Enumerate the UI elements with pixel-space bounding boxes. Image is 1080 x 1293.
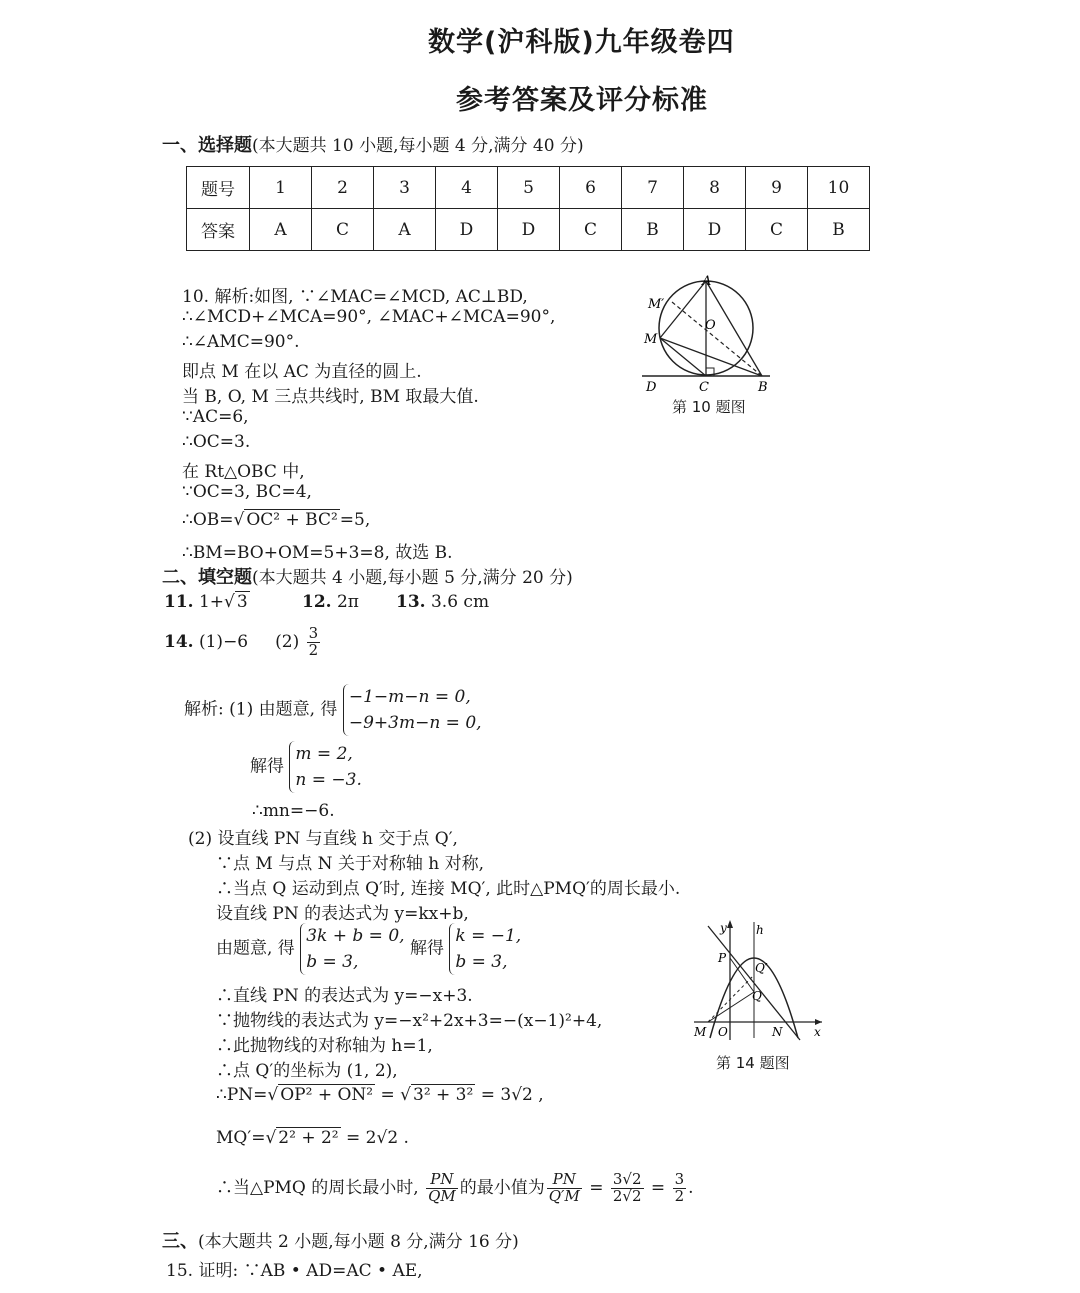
fraction-result [673,1172,687,1205]
label-m: M [644,332,658,347]
eq-line: n = −3. [295,770,362,790]
mq-radicand: 2² + 2² [278,1128,339,1148]
mq-end: = 2√2 . [346,1128,409,1148]
section3-title: 三、 [162,1231,198,1252]
q14-part1 [184,684,482,736]
q10-line: ∴OC=3. [182,432,251,452]
system-2 [300,923,404,975]
line-mc [660,338,706,376]
q14-line: 设直线 PN 的表达式为 y=kx+b, [216,904,469,924]
answer-13-number: 13. [396,592,426,612]
table-cell: 4 [436,167,498,209]
pn-end: = 3√2 , [480,1085,544,1105]
table-cell: D [436,209,498,251]
section1-heading [162,131,584,157]
table-cell: 3 [374,167,436,209]
figure-14 [690,918,830,1043]
final-prefix: ∴当△PMQ 的周长最小时, [216,1177,419,1198]
answer-14-part1: (1)−6 [198,631,249,652]
section2-heading [162,563,573,589]
q14-solution-1 [250,741,362,793]
document-subtitle: 参考答案及评分标准 [456,85,708,116]
q14-line: ∴直线 PN 的表达式为 y=−x+3. [216,986,473,1006]
table-cell: 1 [250,167,312,209]
fraction-numerator: 3√2 [612,1170,642,1188]
table-cell: D [684,209,746,251]
q14-final-line [216,1172,694,1205]
q10-line: ∴BM=BO+OM=5+3=8, 故选 B. [182,543,453,563]
y-axis-arrow [727,920,733,928]
label-o: O [718,1025,728,1039]
table-cell: 10 [808,167,870,209]
section3-heading [162,1227,519,1253]
table-row [187,209,870,251]
table-cell: D [498,209,560,251]
q14-system-2 [216,923,521,975]
table-cell: 2 [312,167,374,209]
solved-label: 解得 [250,756,284,777]
q14-line: ∴当点 Q 运动到点 Q′时, 连接 MQ′, 此时△PMQ′的周长最小. [216,879,681,899]
label-y: y [720,921,727,935]
section2-note: (本大题共 4 小题,每小题 5 分,满分 20 分) [252,568,573,588]
table-cell: A [374,209,436,251]
label-p: P [718,951,727,965]
pn-radicand-1: OP² + ON² [280,1085,374,1105]
q14-line: ∴此抛物线的对称轴为 h=1, [216,1036,433,1056]
answer-12-value: 2π [336,592,359,612]
q14-mq-line: MQ′=√ 2² + 2² = 2√2 . [216,1128,409,1148]
label-d: D [646,380,657,395]
final-end: . [688,1177,694,1198]
answer-12-number: 12. [302,592,332,612]
ob-radicand: OC² + BC² [246,510,338,530]
table-cell: 5 [498,167,560,209]
equals: = [589,1177,604,1198]
document-title: 数学(沪科版)九年级卷四 [428,27,735,58]
eq-line: k = −1, [455,926,522,946]
q14-line: ∵点 M 与点 N 关于对称轴 h 对称, [216,854,485,874]
solution-system-2 [449,923,521,975]
mq-prefix: MQ′= [216,1128,266,1148]
solved-label-2: 解得 [409,938,444,959]
table-cell: B [808,209,870,251]
line-mb [660,338,762,376]
table-cell: B [622,209,684,251]
fraction-denominator: 2√2 [612,1186,642,1205]
system-1 [343,684,482,736]
label-o: O [705,318,716,333]
answer-11-number: 11. [164,592,194,612]
label-q-prime: Q′ [755,961,768,975]
q14-mn-line: ∴mn=−6. [252,801,335,821]
figure-10 [636,272,776,397]
q14-line: ∴点 Q′的坐标为 (1, 2), [216,1061,398,1081]
table-header-cell: 题号 [187,167,250,209]
label-b: B [758,380,768,395]
ob-suffix: =5, [339,510,371,530]
pn-eq: = [380,1085,395,1105]
q10-line: ∵AC=6, [182,407,249,427]
figure-14-caption: 第 14 题图 [716,1054,790,1072]
pn-radicand-2: 3² + 3² [413,1085,474,1105]
table-cell: 7 [622,167,684,209]
answer-14-part2-label: (2) [275,631,300,652]
fraction-numerator: PN [426,1172,458,1189]
eq-line: −9+3m−n = 0, [348,713,482,733]
label-m-prime: M′ [648,297,665,312]
answer-13-value: 3.6 cm [430,592,490,612]
equals: = [650,1177,666,1198]
section3-note: (本大题共 2 小题,每小题 8 分,满分 16 分) [198,1232,519,1252]
q10-line: ∴∠AMC=90°. [182,332,300,352]
q10-line: ∴∠MCD+∠MCA=90°, ∠MAC+∠MCA=90°, [182,307,556,327]
fraction-denominator: 2 [308,640,319,659]
table-cell: C [312,209,374,251]
final-mid: 的最小值为 [459,1177,545,1198]
answer-14-number: 14. [164,631,194,652]
label-q: Q [752,989,762,1003]
q10-line: 在 Rt△OBC 中, [182,462,305,482]
line-m-prime-b [672,302,762,376]
table-cell: 6 [560,167,622,209]
fraction-ratio [611,1172,644,1205]
eq-line: m = 2, [295,744,353,764]
fraction-numerator: 3 [674,1170,685,1188]
eq-line: b = 3, [455,952,508,972]
answer-14-fraction [307,626,321,659]
label-c: C [699,380,709,395]
fraction-denominator: 2 [674,1186,685,1205]
fraction-denominator: QM [428,1186,456,1205]
fraction-pn-q-prime-m [547,1172,582,1205]
answer-11-radicand: 3 [236,592,248,612]
table-cell: A [250,209,312,251]
answer-11-prefix: 1+ [198,592,225,612]
fraction-denominator: Q′M [548,1186,580,1205]
line-mq [708,992,754,1022]
eq-line: 3k + b = 0, [306,926,405,946]
q14-intro: 解析: (1) 由题意, 得 [184,699,338,720]
fraction-pn-qm [426,1172,458,1205]
q14-line: ∵抛物线的表达式为 y=−x²+2x+3=−(x−1)²+4, [216,1011,603,1031]
table-row [187,167,870,209]
label-a: A [702,274,712,289]
q10-line: 即点 M 在以 AC 为直径的圆上. [182,362,422,382]
figure-10-caption: 第 10 题图 [672,398,746,416]
answer-12 [302,592,359,612]
q10-line: 当 B, O, M 三点共线时, BM 取最大值. [182,387,479,407]
answer-14 [164,626,322,659]
section2-title: 二、填空题 [162,567,252,588]
q10-line: ∵OC=3, BC=4, [182,482,312,502]
from-meaning: 由题意, 得 [216,938,295,959]
line-am [660,281,706,338]
section1-title: 一、选择题 [162,135,252,156]
q10-ob-line: ∴OB=√ OC² + BC² =5, [182,510,371,530]
answer-table [186,166,870,251]
table-cell: C [560,209,622,251]
eq-line: b = 3, [306,952,359,972]
ob-prefix: ∴OB= [182,510,234,530]
solution-system-1 [289,741,361,793]
table-cell: C [746,209,808,251]
fraction-numerator: 3 [308,624,319,642]
fraction-numerator: PN [547,1172,582,1189]
table-header-cell: 答案 [187,209,250,251]
section1-note: (本大题共 10 小题,每小题 4 分,满分 40 分) [252,136,584,156]
answer-13 [396,592,489,612]
pn-prefix: ∴PN= [216,1085,268,1105]
q15-line: 15. 证明: ∵AB • AD=AC • AE, [166,1261,423,1281]
q14-pn-line: ∴PN=√ OP² + ON² = √ 3² + 3² = 3√2 , [216,1085,544,1105]
table-cell: 8 [684,167,746,209]
label-n: N [772,1025,783,1039]
table-cell: 9 [746,167,808,209]
eq-line: −1−m−n = 0, [348,687,471,707]
label-m: M [694,1025,707,1039]
q10-line: 10. 解析:如图, ∵∠MAC=∠MCD, AC⊥BD, [182,287,528,307]
label-x: x [814,1025,821,1039]
q14-line: (2) 设直线 PN 与直线 h 交于点 Q′, [188,829,458,849]
label-h: h [756,923,764,937]
answer-11: 11. 1+√ 3 [164,592,248,612]
